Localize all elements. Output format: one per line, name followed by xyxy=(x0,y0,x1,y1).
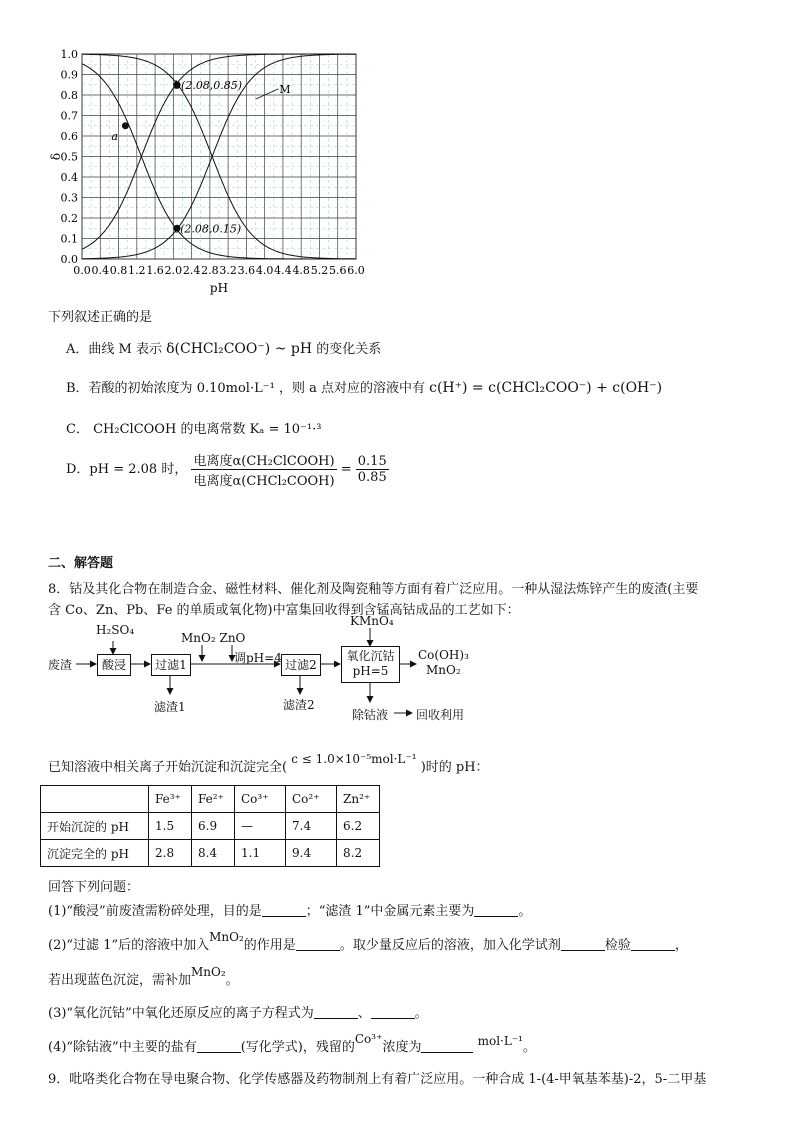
option-c-formula: CH₂ClCOOH xyxy=(93,422,177,437)
ph-table xyxy=(40,785,380,867)
flow-filter2: 过滤2 xyxy=(281,654,321,676)
q4-co: Co³⁺ xyxy=(354,1032,383,1046)
x-tick-label: 1.2 xyxy=(128,264,146,277)
data-point-label: c(2.08,0.15) xyxy=(173,222,242,236)
flow-h2so4: H₂SO₄ xyxy=(96,623,135,637)
y-axis-label: δ xyxy=(49,152,63,161)
table-cell: 开始沉淀的 pH xyxy=(41,813,149,840)
table-header-cell: Fe²⁺ xyxy=(192,786,235,813)
answer-blank[interactable] xyxy=(631,938,675,951)
answer-prompt: 回答下列问题： xyxy=(48,880,140,895)
x-tick-label: 0.0 xyxy=(73,264,91,277)
answer-blank[interactable] xyxy=(421,1040,473,1053)
option-a-post: 的变化关系 xyxy=(316,342,382,357)
y-tick-label: 0.3 xyxy=(60,191,78,205)
option-a-pre: A．曲线 M 表示 xyxy=(66,342,162,357)
q3-b: 、 xyxy=(357,1006,371,1021)
option-d-pre: D．pH = 2.08 时， xyxy=(66,462,188,477)
q4-d: 。 xyxy=(522,1040,536,1055)
y-tick-label: 0.7 xyxy=(60,109,78,123)
option-d-rnum: 0.15 xyxy=(357,454,387,469)
x-tick-label: 0.4 xyxy=(91,264,110,277)
table-header-cell xyxy=(41,786,149,813)
y-tick-label: 0.2 xyxy=(60,212,78,225)
known-post: )时的 pH： xyxy=(420,760,489,775)
section-heading: 二、解答题 xyxy=(48,556,114,571)
y-tick-label: 0.9 xyxy=(60,68,78,82)
table-cell: 9.4 xyxy=(286,840,337,867)
sub-question-3 xyxy=(48,1002,428,1021)
q2-c: 。取少量反应后的溶液，加入化学试剂 xyxy=(339,938,561,953)
table-cell: — xyxy=(235,813,286,840)
sub-question-2 xyxy=(48,930,688,953)
curve-label: M xyxy=(279,82,291,96)
known-cond: c ≤ 1.0×10⁻⁵mol·L⁻¹ xyxy=(291,752,417,766)
x-tick-label: 4.4 xyxy=(274,264,292,277)
q8-intro-2: 含 Co、Zn、Pb、Fe 的单质或氧化物)中富集回收得到含锰高钴成品的工艺如下： xyxy=(48,603,520,618)
x-tick-label: 5.6 xyxy=(328,264,347,277)
q4-c: 浓度为 xyxy=(382,1040,422,1055)
q3-c: 。 xyxy=(414,1006,428,1021)
y-tick-label: 0.1 xyxy=(60,232,78,246)
q1-a: (1)“酸浸”前废渣需粉碎处理，目的是 xyxy=(48,904,262,919)
x-tick-label: 2.0 xyxy=(164,264,183,277)
x-tick-label: 3.2 xyxy=(219,264,237,277)
table-header-cell: Fe³⁺ xyxy=(149,786,192,813)
flow-product-2: MnO₂ xyxy=(426,663,461,677)
table-cell: 6.9 xyxy=(192,813,235,840)
q8-known-line xyxy=(48,752,489,775)
x-tick-label: 0.8 xyxy=(109,264,128,277)
option-a-expr: δ(CHCl₂COO⁻) ~ pH xyxy=(166,341,313,357)
q7-stem: 下列叙述正确的是 xyxy=(48,310,153,325)
answer-blank[interactable] xyxy=(197,1040,241,1053)
table-header-cell: Co³⁺ xyxy=(235,786,286,813)
table-cell: 1.1 xyxy=(235,840,286,867)
answer-blank[interactable] xyxy=(371,1006,415,1019)
table-header-row xyxy=(41,786,380,813)
table-row xyxy=(41,840,380,867)
q2-a: (2)“过滤 1”后的溶液中加入 xyxy=(48,938,210,953)
x-tick-label: 1.6 xyxy=(146,264,164,277)
q4-unit: mol·L⁻¹ xyxy=(477,1034,523,1048)
table-cell: 8.2 xyxy=(337,840,380,867)
flow-kmno4: KMnO₄ xyxy=(350,614,394,628)
table-cell: 8.4 xyxy=(192,840,235,867)
q2-d: 检验 xyxy=(604,938,631,953)
flow-residue2: 滤渣2 xyxy=(283,698,315,712)
x-tick-label: 3.6 xyxy=(237,264,256,277)
option-b-pre: B．若酸的初始浓度为 xyxy=(66,381,193,396)
answer-blank[interactable] xyxy=(474,904,518,917)
flow-oxidize: 氧化沉钴 xyxy=(346,649,395,663)
y-tick-label: 0.8 xyxy=(60,89,78,102)
flow-acid-leach: 酸浸 xyxy=(97,654,131,676)
y-tick-label: 0.4 xyxy=(60,171,78,184)
table-cell: 1.5 xyxy=(149,813,192,840)
table-header-cell: Co²⁺ xyxy=(286,786,337,813)
q2-e: ， xyxy=(674,938,688,953)
x-tick-label: 2.8 xyxy=(201,264,219,277)
answer-blank[interactable] xyxy=(561,938,605,951)
q2-f: 若出现蓝色沉淀，需补加 xyxy=(48,973,192,988)
q3-a: (3)“氧化沉钴”中氧化还原反应的离子方程式为 xyxy=(48,1006,314,1021)
sub-question-1 xyxy=(48,900,531,919)
q2-g: 。 xyxy=(225,973,239,988)
flow-ph5: pH=5 xyxy=(352,664,389,678)
option-b-mid: ，则 a 点对应的溶液中有 xyxy=(278,381,425,396)
answer-blank[interactable] xyxy=(314,1006,358,1019)
option-b-expr: c(H⁺) = c(CHCl₂COO⁻) + c(OH⁻) xyxy=(429,380,663,396)
data-point-label: b(2.08,0.85) xyxy=(173,78,243,92)
flow-adjust-ph: 调pH=4 xyxy=(234,651,282,665)
option-d-num: 电离度α(CH₂ClCOOH) xyxy=(191,450,336,470)
q8-intro-1: 8．钴及其化合物在制造合金、磁性材料、催化剂及陶瓷釉等方面有着广泛应用。一种从湿法炼锌产生的废渣(主要 xyxy=(48,582,699,597)
flow-mno2-zno: MnO₂ ZnO xyxy=(181,631,246,645)
x-tick-label: 4.8 xyxy=(292,264,310,277)
q2-b: 的作用是 xyxy=(243,938,296,953)
option-c-expr: Kₐ = 10⁻¹·³ xyxy=(249,422,322,437)
table-cell: 2.8 xyxy=(149,840,192,867)
q9-intro: 9．吡咯类化合物在导电聚合物、化学传感器及药物制剂上有着广泛应用。一种合成 1-(4-甲氧基苯基)-2，5-二甲基 xyxy=(48,1072,707,1087)
data-point-label: a xyxy=(111,129,118,143)
option-d-eq: = xyxy=(340,462,352,477)
q2-mno2: MnO₂ xyxy=(209,930,244,944)
q1-b: ；“滤渣 1”中金属元素主要为 xyxy=(305,904,475,919)
y-tick-label: 0.5 xyxy=(60,150,78,164)
option-d-den: 电离度α(CHCl₂COOH) xyxy=(193,474,335,489)
table-row xyxy=(41,813,380,840)
q2-mno2-2: MnO₂ xyxy=(191,965,226,979)
option-b-conc: 0.10mol·L⁻¹ xyxy=(196,381,275,396)
y-tick-label: 1.0 xyxy=(60,48,78,61)
q4-b: (写化学式)，残留的 xyxy=(240,1040,355,1055)
flow-oxidize-box xyxy=(341,646,400,683)
q1-c: 。 xyxy=(518,904,532,919)
answer-blank[interactable] xyxy=(262,904,306,917)
x-tick-label: 6.0 xyxy=(347,264,365,277)
flow-residue1: 滤渣1 xyxy=(154,700,186,714)
known-pre: 已知溶液中相关离子开始沉淀和沉淀完全( xyxy=(48,760,288,775)
answer-blank[interactable] xyxy=(296,938,340,951)
q4-a: (4)“除钴液”中主要的盐有 xyxy=(48,1040,197,1055)
table-cell: 沉淀完全的 pH xyxy=(41,840,149,867)
y-tick-label: 0.6 xyxy=(60,130,78,143)
table-cell: 7.4 xyxy=(286,813,337,840)
option-c-mid: 的电离常数 xyxy=(180,422,246,437)
x-axis-label: pH xyxy=(209,281,229,295)
sub-question-4 xyxy=(48,1032,536,1055)
option-c-pre: C． xyxy=(66,422,89,437)
flow-recycle: 回收利用 xyxy=(416,708,465,722)
option-d-rden: 0.85 xyxy=(357,470,387,485)
flow-product-1: Co(OH)₃ xyxy=(418,648,469,662)
sub-question-2-cont xyxy=(48,965,239,988)
flow-filter1: 过滤1 xyxy=(151,654,191,676)
table-header-cell: Zn²⁺ xyxy=(337,786,380,813)
flow-decobalt: 除钴液 xyxy=(352,708,389,722)
x-tick-label: 5.2 xyxy=(310,264,329,277)
table-cell: 6.2 xyxy=(337,813,380,840)
flow-waste: 废渣 xyxy=(48,658,73,672)
y-tick-label: 0.0 xyxy=(60,253,78,266)
x-tick-label: 4.0 xyxy=(255,264,274,277)
x-tick-label: 2.4 xyxy=(182,264,201,277)
